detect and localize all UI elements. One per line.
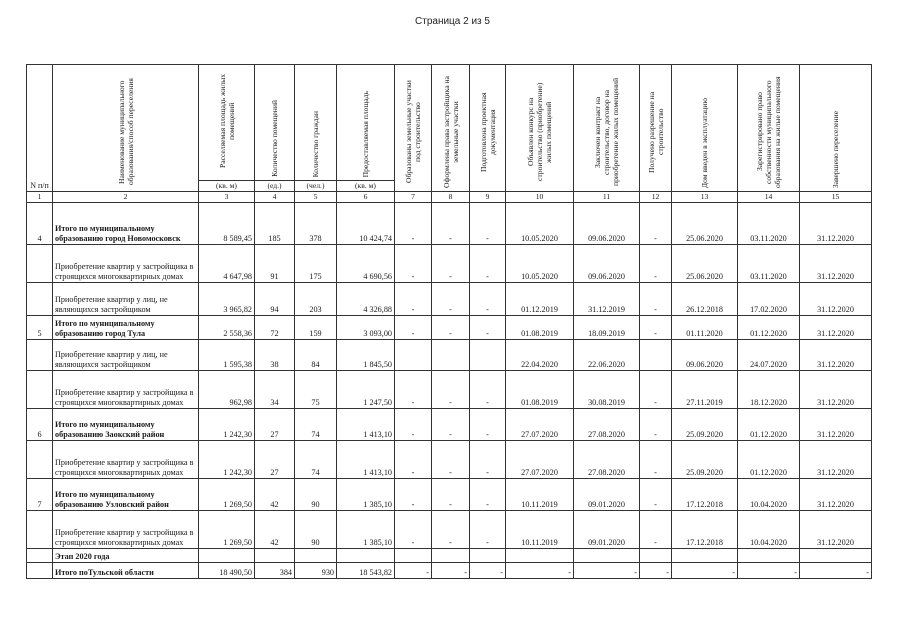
row-name: Приобретение квартир у застройщика в строящихся многоквартирных домах bbox=[53, 511, 199, 549]
row-name: Итого по муниципальному образованию город Новомосковск bbox=[53, 203, 199, 245]
column-number: 10 bbox=[506, 192, 574, 203]
commissioned-date-cell: 17.12.2018 bbox=[672, 511, 738, 549]
rooms-cell: 38 bbox=[255, 340, 295, 371]
completed-date-cell: 31.12.2020 bbox=[800, 283, 872, 316]
method-row bbox=[27, 511, 872, 549]
people-cell: 930 bbox=[295, 563, 337, 579]
given-area-cell: 3 093,00 bbox=[337, 316, 395, 340]
plots-cell: - bbox=[395, 441, 432, 479]
ownership-date-cell: - bbox=[738, 563, 800, 579]
column-number: 2 bbox=[53, 192, 199, 203]
contract-date-cell: 27.08.2020 bbox=[574, 441, 640, 479]
header-name: Наименование муниципального образования/способ переселения bbox=[53, 65, 199, 192]
empty-cell bbox=[395, 549, 432, 563]
design-cell: - bbox=[470, 283, 506, 316]
area-cell: 1 242,30 bbox=[199, 409, 255, 441]
commissioned-date-cell: 27.11.2019 bbox=[672, 371, 738, 409]
people-cell: 90 bbox=[295, 479, 337, 511]
column-number: 3 bbox=[199, 192, 255, 203]
header-permit: Получено разрешение на строительство bbox=[640, 65, 672, 192]
people-cell: 203 bbox=[295, 283, 337, 316]
rooms-cell: 384 bbox=[255, 563, 295, 579]
area-cell: 962,98 bbox=[199, 371, 255, 409]
ownership-date-cell: 10.04.2020 bbox=[738, 479, 800, 511]
column-number: 7 bbox=[395, 192, 432, 203]
plots-cell: - bbox=[395, 511, 432, 549]
row-number bbox=[27, 549, 53, 563]
completed-date-cell: 31.12.2020 bbox=[800, 409, 872, 441]
column-number: 6 bbox=[337, 192, 395, 203]
plots-cell: - bbox=[395, 409, 432, 441]
rights-cell bbox=[432, 340, 470, 371]
method-row bbox=[27, 283, 872, 316]
area-cell: 4 647,98 bbox=[199, 245, 255, 283]
rooms-cell: 27 bbox=[255, 441, 295, 479]
row-number bbox=[27, 371, 53, 409]
header-area: Расселяемая площадь жилых помещений bbox=[199, 65, 255, 181]
grand-total-row bbox=[27, 563, 872, 579]
completed-date-cell: 31.12.2020 bbox=[800, 340, 872, 371]
area-cell: 8 589,45 bbox=[199, 203, 255, 245]
tender-date-cell: 10.05.2020 bbox=[506, 245, 574, 283]
contract-date-cell: - bbox=[574, 563, 640, 579]
empty-cell bbox=[295, 549, 337, 563]
contract-date-cell: 09.06.2020 bbox=[574, 245, 640, 283]
column-number: 12 bbox=[640, 192, 672, 203]
given-area-cell: 18 543,82 bbox=[337, 563, 395, 579]
row-number bbox=[27, 511, 53, 549]
given-area-cell: 1 413,10 bbox=[337, 409, 395, 441]
people-cell: 84 bbox=[295, 340, 337, 371]
commissioned-date-cell: 25.09.2020 bbox=[672, 409, 738, 441]
permit-cell: - bbox=[640, 563, 672, 579]
rooms-cell: 42 bbox=[255, 511, 295, 549]
header-tender: Объявлен конкурс на строительство (приобретение) жилых помещений bbox=[506, 65, 574, 192]
stage-row bbox=[27, 549, 872, 563]
header-row bbox=[27, 65, 872, 181]
method-row bbox=[27, 441, 872, 479]
permit-cell: - bbox=[640, 245, 672, 283]
area-cell: 1 242,30 bbox=[199, 441, 255, 479]
tender-date-cell: 27.07.2020 bbox=[506, 409, 574, 441]
permit-cell: - bbox=[640, 479, 672, 511]
municipality-total-row bbox=[27, 316, 872, 340]
tender-date-cell: - bbox=[506, 563, 574, 579]
column-number: 14 bbox=[738, 192, 800, 203]
unit-rooms: (ед.) bbox=[255, 181, 295, 192]
row-name: Приобретение квартир у застройщика в строящихся многоквартирных домах bbox=[53, 245, 199, 283]
permit-cell: - bbox=[640, 511, 672, 549]
area-cell: 18 490,50 bbox=[199, 563, 255, 579]
completed-date-cell: 31.12.2020 bbox=[800, 479, 872, 511]
row-number: 7 bbox=[27, 479, 53, 511]
people-cell: 75 bbox=[295, 371, 337, 409]
design-cell bbox=[470, 340, 506, 371]
plots-cell: - bbox=[395, 203, 432, 245]
area-cell: 3 965,82 bbox=[199, 283, 255, 316]
plots-cell: - bbox=[395, 479, 432, 511]
row-number: 5 bbox=[27, 316, 53, 340]
commissioned-date-cell: 25.09.2020 bbox=[672, 441, 738, 479]
given-area-cell: 1 845,50 bbox=[337, 340, 395, 371]
contract-date-cell: 31.12.2019 bbox=[574, 283, 640, 316]
stage-label: Этап 2020 года bbox=[53, 549, 199, 563]
rights-cell: - bbox=[432, 563, 470, 579]
header-commissioned: Дом введен в эксплуатацию bbox=[672, 65, 738, 192]
row-number: 6 bbox=[27, 409, 53, 441]
permit-cell bbox=[640, 340, 672, 371]
completed-date-cell: - bbox=[800, 563, 872, 579]
empty-cell bbox=[738, 549, 800, 563]
completed-date-cell: 31.12.2020 bbox=[800, 203, 872, 245]
design-cell: - bbox=[470, 203, 506, 245]
rights-cell: - bbox=[432, 511, 470, 549]
row-number: 4 bbox=[27, 203, 53, 245]
empty-cell bbox=[470, 549, 506, 563]
people-cell: 74 bbox=[295, 409, 337, 441]
commissioned-date-cell: 25.06.2020 bbox=[672, 245, 738, 283]
row-name: Приобретение квартир у лиц, не являющихся застройщиком bbox=[53, 283, 199, 316]
rooms-cell: 34 bbox=[255, 371, 295, 409]
header-design: Подготовлена проектная документация bbox=[470, 65, 506, 192]
plots-cell: - bbox=[395, 245, 432, 283]
tender-date-cell: 01.08.2019 bbox=[506, 371, 574, 409]
commissioned-date-cell: 09.06.2020 bbox=[672, 340, 738, 371]
people-cell: 175 bbox=[295, 245, 337, 283]
rooms-cell: 72 bbox=[255, 316, 295, 340]
rights-cell: - bbox=[432, 371, 470, 409]
tender-date-cell: 10.11.2019 bbox=[506, 511, 574, 549]
tender-date-cell: 27.07.2020 bbox=[506, 441, 574, 479]
given-area-cell: 1 413,10 bbox=[337, 441, 395, 479]
people-cell: 159 bbox=[295, 316, 337, 340]
empty-cell bbox=[255, 549, 295, 563]
column-number: 4 bbox=[255, 192, 295, 203]
method-row bbox=[27, 340, 872, 371]
permit-cell: - bbox=[640, 441, 672, 479]
resettlement-table bbox=[26, 64, 872, 579]
row-number bbox=[27, 340, 53, 371]
unit-people: (чел.) bbox=[295, 181, 337, 192]
ownership-date-cell: 01.12.2020 bbox=[738, 441, 800, 479]
completed-date-cell: 31.12.2020 bbox=[800, 511, 872, 549]
contract-date-cell: 27.08.2020 bbox=[574, 409, 640, 441]
design-cell: - bbox=[470, 371, 506, 409]
page-header: Страница 2 из 5 bbox=[415, 16, 490, 27]
design-cell: - bbox=[470, 511, 506, 549]
people-cell: 378 bbox=[295, 203, 337, 245]
ownership-date-cell: 03.11.2020 bbox=[738, 203, 800, 245]
people-cell: 90 bbox=[295, 511, 337, 549]
contract-date-cell: 09.06.2020 bbox=[574, 203, 640, 245]
tender-date-cell: 22.04.2020 bbox=[506, 340, 574, 371]
rights-cell: - bbox=[432, 203, 470, 245]
rights-cell: - bbox=[432, 245, 470, 283]
given-area-cell: 10 424,74 bbox=[337, 203, 395, 245]
header-ownership: Зарегистрировано право собственности муниципального образования на жилые помещения bbox=[738, 65, 800, 192]
empty-cell bbox=[199, 549, 255, 563]
column-number: 1 bbox=[27, 192, 53, 203]
rooms-cell: 42 bbox=[255, 479, 295, 511]
ownership-date-cell: 03.11.2020 bbox=[738, 245, 800, 283]
row-name: Приобретение квартир у лиц, не являющихся застройщиком bbox=[53, 340, 199, 371]
tender-date-cell: 10.05.2020 bbox=[506, 203, 574, 245]
design-cell: - bbox=[470, 245, 506, 283]
commissioned-date-cell: 26.12.2018 bbox=[672, 283, 738, 316]
people-cell: 74 bbox=[295, 441, 337, 479]
row-name: Итого по муниципальному образованию город Тула bbox=[53, 316, 199, 340]
header-given-area: Предоставляемая площадь bbox=[337, 65, 395, 181]
column-number: 5 bbox=[295, 192, 337, 203]
unit-given-area: (кв. м) bbox=[337, 181, 395, 192]
permit-cell: - bbox=[640, 371, 672, 409]
ownership-date-cell: 18.12.2020 bbox=[738, 371, 800, 409]
permit-cell: - bbox=[640, 203, 672, 245]
header-n: N п/п bbox=[27, 65, 53, 192]
given-area-cell: 4 690,56 bbox=[337, 245, 395, 283]
ownership-date-cell: 01.12.2020 bbox=[738, 316, 800, 340]
rights-cell: - bbox=[432, 409, 470, 441]
contract-date-cell: 09.01.2020 bbox=[574, 511, 640, 549]
row-number bbox=[27, 563, 53, 579]
row-name: Итого по муниципальному образованию Заокский район bbox=[53, 409, 199, 441]
commissioned-date-cell: 01.11.2020 bbox=[672, 316, 738, 340]
plots-cell: - bbox=[395, 283, 432, 316]
column-number: 15 bbox=[800, 192, 872, 203]
plots-cell bbox=[395, 340, 432, 371]
row-name: Итого по муниципальному образованию Узловский район bbox=[53, 479, 199, 511]
header-completed: Завершено переселение bbox=[800, 65, 872, 192]
rooms-cell: 91 bbox=[255, 245, 295, 283]
rights-cell: - bbox=[432, 283, 470, 316]
rights-cell: - bbox=[432, 441, 470, 479]
design-cell: - bbox=[470, 316, 506, 340]
empty-cell bbox=[337, 549, 395, 563]
contract-date-cell: 22.06.2020 bbox=[574, 340, 640, 371]
completed-date-cell: 31.12.2020 bbox=[800, 441, 872, 479]
rights-cell: - bbox=[432, 479, 470, 511]
design-cell: - bbox=[470, 409, 506, 441]
empty-cell bbox=[574, 549, 640, 563]
permit-cell: - bbox=[640, 283, 672, 316]
contract-date-cell: 30.08.2019 bbox=[574, 371, 640, 409]
row-number bbox=[27, 283, 53, 316]
column-number: 11 bbox=[574, 192, 640, 203]
commissioned-date-cell: 25.06.2020 bbox=[672, 203, 738, 245]
permit-cell: - bbox=[640, 409, 672, 441]
method-row bbox=[27, 371, 872, 409]
ownership-date-cell: 10.04.2020 bbox=[738, 511, 800, 549]
empty-cell bbox=[640, 549, 672, 563]
ownership-date-cell: 01.12.2020 bbox=[738, 409, 800, 441]
row-number bbox=[27, 245, 53, 283]
header-contract: Заключен контракт на строительство, договор на приобретение жилых помещений bbox=[574, 65, 640, 192]
given-area-cell: 1 385,10 bbox=[337, 479, 395, 511]
method-row bbox=[27, 245, 872, 283]
contract-date-cell: 09.01.2020 bbox=[574, 479, 640, 511]
header-rights: Оформлены права застройщика на земельные участки bbox=[432, 65, 470, 192]
municipality-total-row bbox=[27, 479, 872, 511]
completed-date-cell: 31.12.2020 bbox=[800, 316, 872, 340]
rights-cell: - bbox=[432, 316, 470, 340]
municipality-total-row bbox=[27, 409, 872, 441]
commissioned-date-cell: 17.12.2018 bbox=[672, 479, 738, 511]
area-cell: 2 558,36 bbox=[199, 316, 255, 340]
given-area-cell: 4 326,88 bbox=[337, 283, 395, 316]
column-number: 8 bbox=[432, 192, 470, 203]
permit-cell: - bbox=[640, 316, 672, 340]
area-cell: 1 269,50 bbox=[199, 511, 255, 549]
rooms-cell: 94 bbox=[255, 283, 295, 316]
plots-cell: - bbox=[395, 563, 432, 579]
unit-area: (кв. м) bbox=[199, 181, 255, 192]
tender-date-cell: 01.12.2019 bbox=[506, 283, 574, 316]
ownership-date-cell: 24.07.2020 bbox=[738, 340, 800, 371]
design-cell: - bbox=[470, 479, 506, 511]
municipality-total-row bbox=[27, 203, 872, 245]
row-number bbox=[27, 441, 53, 479]
contract-date-cell: 18.09.2019 bbox=[574, 316, 640, 340]
column-number: 9 bbox=[470, 192, 506, 203]
column-numbers-row bbox=[27, 192, 872, 203]
design-cell: - bbox=[470, 441, 506, 479]
ownership-date-cell: 17.02.2020 bbox=[738, 283, 800, 316]
row-name: Приобретение квартир у застройщика в строящихся многоквартирных домах bbox=[53, 371, 199, 409]
design-cell: - bbox=[470, 563, 506, 579]
area-cell: 1 269,50 bbox=[199, 479, 255, 511]
completed-date-cell: 31.12.2020 bbox=[800, 371, 872, 409]
given-area-cell: 1 247,50 bbox=[337, 371, 395, 409]
empty-cell bbox=[432, 549, 470, 563]
header-rooms: Количество помещений bbox=[255, 65, 295, 181]
row-name: Приобретение квартир у застройщика в строящихся многоквартирных домах bbox=[53, 441, 199, 479]
column-number: 13 bbox=[672, 192, 738, 203]
tender-date-cell: 10.11.2019 bbox=[506, 479, 574, 511]
plots-cell: - bbox=[395, 316, 432, 340]
header-plots: Образованы земельные участки под строительство bbox=[395, 65, 432, 192]
empty-cell bbox=[800, 549, 872, 563]
commissioned-date-cell: - bbox=[672, 563, 738, 579]
header-people: Количество граждан bbox=[295, 65, 337, 181]
rooms-cell: 185 bbox=[255, 203, 295, 245]
rooms-cell: 27 bbox=[255, 409, 295, 441]
plots-cell: - bbox=[395, 371, 432, 409]
area-cell: 1 595,38 bbox=[199, 340, 255, 371]
empty-cell bbox=[672, 549, 738, 563]
completed-date-cell: 31.12.2020 bbox=[800, 245, 872, 283]
grand-total-label: Итого поТульской области bbox=[53, 563, 199, 579]
empty-cell bbox=[506, 549, 574, 563]
tender-date-cell: 01.08.2019 bbox=[506, 316, 574, 340]
given-area-cell: 1 385,10 bbox=[337, 511, 395, 549]
